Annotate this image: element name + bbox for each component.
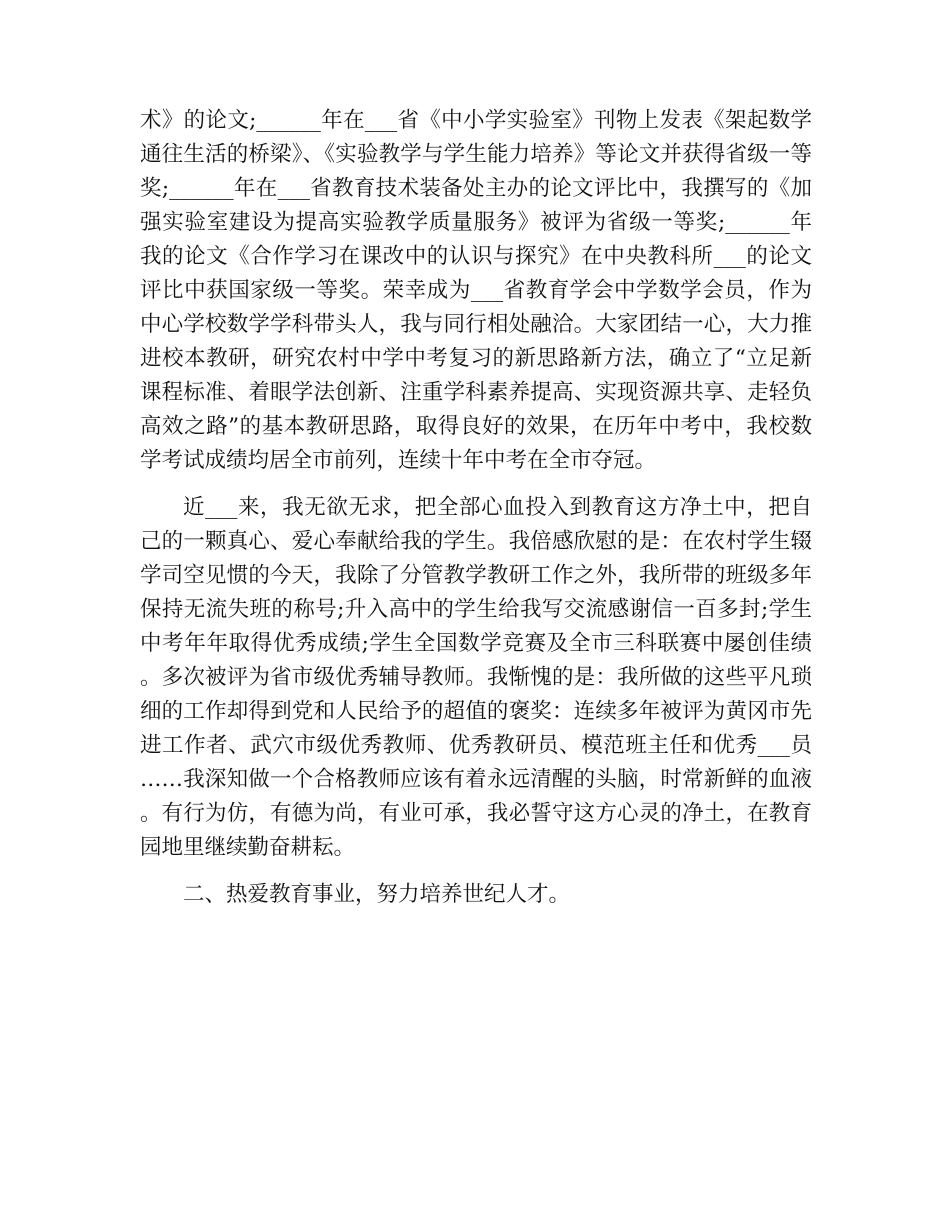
- document-body: [140, 104, 812, 912]
- paragraph-achievements: 术》的论文;______年在___省《中小学实验室》刊物上发表《架起数学通往生活的桥梁》、《实验教学与学生能力培养》等论文并获得省级一等奖;______年在___省教育技术装备处主办的论文评比中，我撰写的《加强实验室建设为提高实验教学质量服务》被评为省级一等奖;______年我的论文《合作学习在课改中的认识与探究》在中央教科所___的论文评比中获国家级一等奖。荣幸成为___省教育学会中学数学会员，作为中心学校数学学科带头人，我与同行相处融洽。大家团结一心，大力推进校本教研，研究农村中学中考复习的新思路新方法，确立了“立足新课程标准、着眼学法创新、注重学科素养提高、实现资源共享、走轻负高效之路”的基本教研思路，取得良好的效果，在历年中考中，我校数学考试成绩均居全市前列，连续十年中考在全市夺冠。: [140, 108, 812, 473]
- paragraph-dedication: 近___来，我无欲无求，把全部心血投入到教育这方净土中，把自己的一颗真心、爱心奉献给我的学生。我倍感欣慰的是：在农村学生辍学司空见惯的今天，我除了分管教学教研工作之外，我所带的班级多年保持无流失班的称号;升入高中的学生给我写交流感谢信一百多封;学生中考年年取得优秀成绩;学生全国数学竞赛及全市三科联赛中屡创佳绩。多次被评为省市级优秀辅导教师。我惭愧的是：我所做的这些平凡琐细的工作却得到党和人民给予的超值的褒奖：连续多年被评为黄冈市先进工作者、武穴市级优秀教师、优秀教研员、模范班主任和优秀___员……我深知做一个合格教师应该有着永远清醒的头脑，时常新鲜的血液。有行为仿，有德为尚，有业可承，我必誓守这方心灵的净土，在教育园地里继续勤奋耕耘。: [140, 495, 812, 860]
- section-heading-2: 二、热爱教育事业，努力培养世纪人才。: [183, 882, 571, 907]
